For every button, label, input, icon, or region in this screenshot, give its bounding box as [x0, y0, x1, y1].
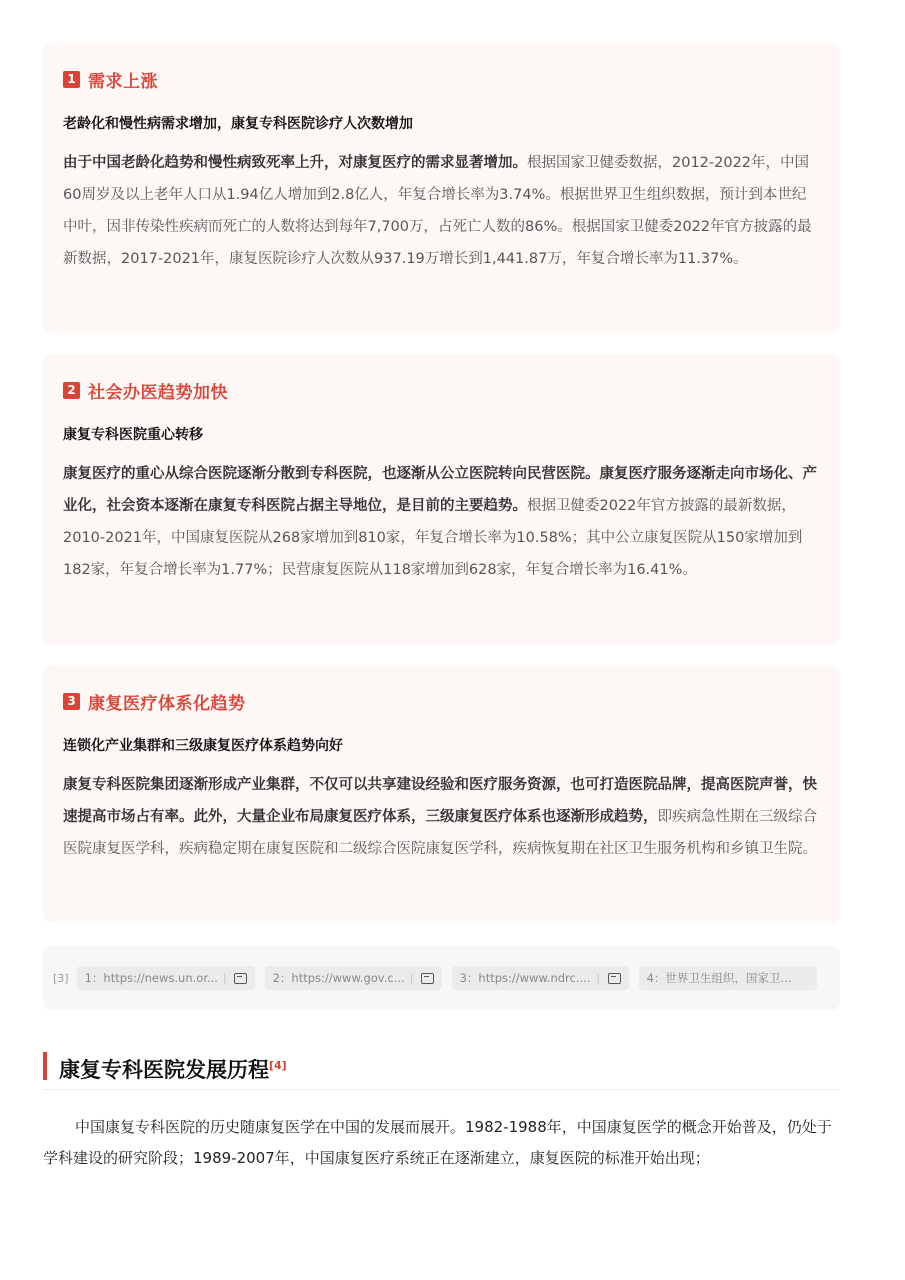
link-icon[interactable]	[608, 973, 621, 984]
card-subtitle: 连锁化产业集群和三级康复医疗体系趋势向好	[63, 738, 343, 754]
reference-link-text: 3：https://www.ndrc....	[459, 971, 591, 985]
card-body-text: 即疾病急性期在三级综合医院康复医学科，疾病稳定期在康复医院和二级综合医院康复医学科，疾病恢复期在社区卫生服务机构和乡镇卫生院。	[63, 809, 817, 857]
card-systematization-trend	[43, 665, 840, 923]
history-paragraph: 中国康复专科医院的历史随康复医学在中国的发展而展开。1982-1988年，中国康复医学的概念开始普及，仍处于学科建设的研究阶段；1989-2007年，中国康复医疗系统正在逐渐建立，康复医院的标准开始出现；	[43, 1118, 832, 1167]
card-body	[63, 458, 820, 586]
card-header	[63, 687, 820, 715]
section-reference[interactable]: [4]	[269, 1059, 287, 1072]
separator: |	[596, 972, 600, 984]
card-title: 康复医疗体系化趋势	[88, 693, 246, 714]
separator: |	[409, 972, 414, 984]
reference-number: [3]	[53, 971, 69, 985]
card-title: 需求上涨	[88, 71, 158, 92]
card-body-highlight: 康复医疗的重心从综合医院逐渐分散到专科医院，也逐渐从公立医院转向民营医院。康复医疗服务逐渐走向市场化、产业化，社会资本逐渐在康复专科医院占据主导地位，是目前的主要趋势。	[63, 466, 817, 514]
card-body-text: 根据卫健委2022年官方披露的最新数据，2010-2021年，中国康复医院从268家增加到810家，年复合增长率为10.58%；其中公立康复医院从150家增加到182家，年复合增长率为1.77%；民营康复医院从118家增加到628家，年复合增长率为16.41%。	[63, 498, 803, 578]
reference-bar	[43, 946, 840, 1010]
card-demand-rise	[43, 43, 840, 333]
section-title	[59, 1050, 287, 1086]
card-body-text: 根据国家卫健委数据，2012-2022年，中国60周岁及以上老年人口从1.94亿人增加到2.8亿人，年复合增长率为3.74%。根据世界卫生组织数据，预计到本世纪中叶，因非传染性疾病而死亡的人数将达到每年7,700万，占死亡人数的86%。根据国家卫健委2022年官方披露的最新数据，2017-2021年，康复医院诊疗人次数从937.19万增长到1,441.87万，年复合增长率为11.37%。	[63, 155, 812, 267]
reference-link-2[interactable]	[265, 966, 442, 990]
card-private-medical-trend	[43, 354, 840, 644]
link-icon[interactable]	[234, 973, 247, 984]
card-body-highlight: 康复专科医院集团逐渐形成产业集群，不仅可以共享建设经验和医疗服务资源，也可打造医院品牌，提高医院声誉，快速提高市场占有率。此外，大量企业布局康复医疗体系，三级康复医疗体系也逐渐形成趋势，	[63, 777, 817, 825]
card-body-highlight: 由于中国老龄化趋势和慢性病致死率上升，对康复医疗的需求显著增加。	[63, 155, 527, 171]
card-subtitle: 老龄化和慢性病需求增加，康复专科医院诊疗人次数增加	[63, 116, 413, 132]
reference-link-3[interactable]	[452, 966, 629, 990]
card-body	[63, 147, 820, 275]
link-icon[interactable]	[421, 973, 434, 984]
number-badge: 3	[63, 693, 80, 710]
card-header	[63, 376, 820, 404]
number-badge: 2	[63, 382, 80, 399]
reference-link-4[interactable]	[639, 966, 817, 990]
card-header	[63, 65, 820, 93]
number-badge: 1	[63, 71, 80, 88]
separator: |	[223, 972, 227, 984]
reference-link-text: 4：世界卫生组织，国家卫...	[646, 971, 792, 985]
reference-link-text: 1：https://news.un.or...	[84, 971, 218, 985]
card-title: 社会办医趋势加快	[88, 382, 228, 403]
section-title-text: 康复专科医院发展历程	[59, 1058, 269, 1082]
section-accent-bar	[43, 1052, 47, 1080]
reference-link-1[interactable]	[77, 966, 255, 990]
card-subtitle: 康复专科医院重心转移	[63, 427, 203, 443]
reference-link-text: 2：https://www.gov.c...	[272, 971, 405, 985]
section-heading	[43, 1050, 840, 1090]
card-body	[63, 769, 820, 865]
